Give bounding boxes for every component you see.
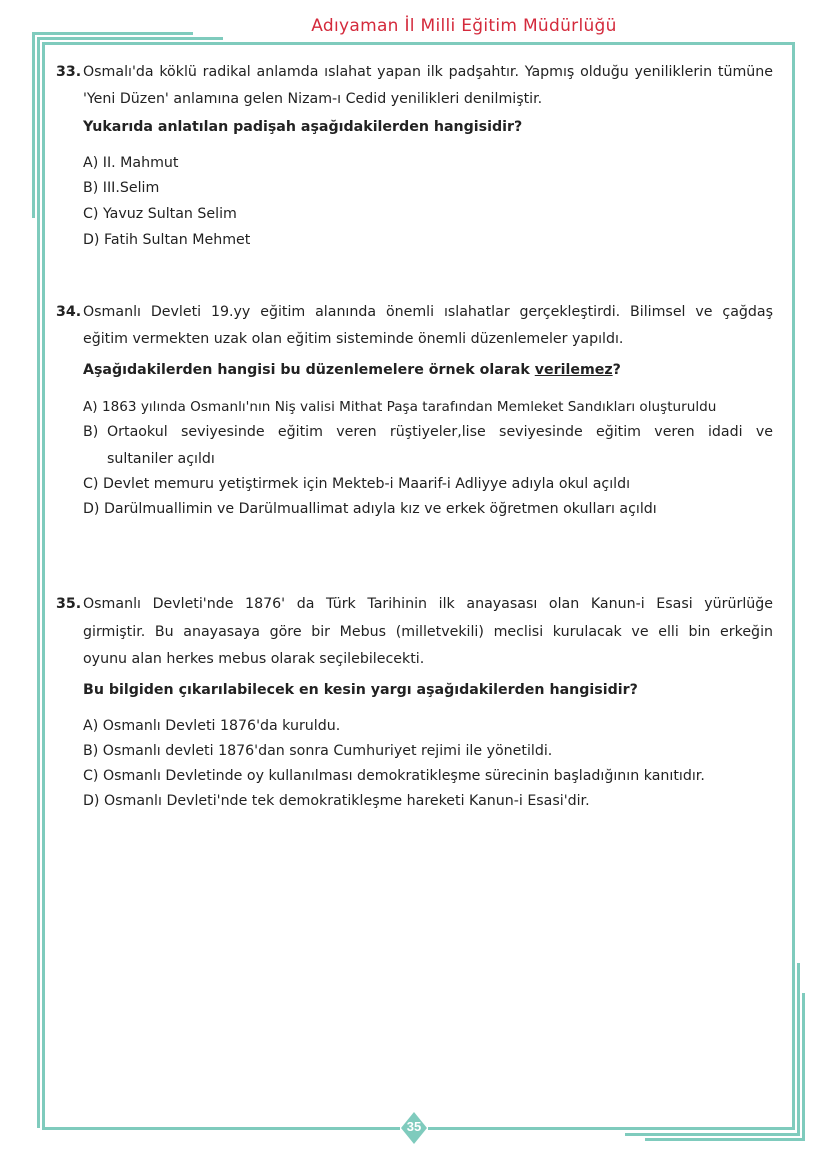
option-b[interactable] [83,741,552,761]
option-letter: D) [83,793,100,809]
option-letter: B) [83,424,99,440]
option-letter: B) [83,180,99,196]
question-text-line: eğitim vermekten uzak olan eğitim sisteminde önemli düzenlemeler yapıldı. [83,331,624,347]
frame-box-bottom-right [428,1127,795,1130]
option-text: III.Selim [102,180,160,196]
page-number: 35 [406,1119,422,1134]
question-number: 35. [56,596,82,612]
option-text: Osmanlı Devleti'nde tek demokratikleşme hareketi Kanun-i Esasi'dir. [103,793,590,809]
option-a[interactable] [83,716,340,736]
option-b[interactable] [83,422,773,442]
prompt-text: Aşağıdakilerden hangisi bu düzenlemelere örnek olarak [83,362,530,378]
frame-box-right [792,42,795,1130]
option-text: Darülmuallimin ve Darülmuallimat adıyla kız ve erkek öğretmen okulları açıldı [103,501,657,517]
prompt-end: ? [612,362,621,378]
question-text-line: Osmalı'da köklü radikal anlamda ıslahat yapan ilk padşahtır. Yapmış olduğu yeniliklerin tümüne [83,64,773,80]
frame-bottom-middle [625,1133,800,1136]
question-text-line: Osmanlı Devleti 19.yy eğitim alanında önemli ıslahatlar gerçekleştirdi. Bilimsel ve çağdaş [83,304,773,320]
option-text: Osmanlı Devletinde oy kullanılması demokratikleşme sürecinin başladığının kanıtıdır. [102,768,705,784]
option-letter: C) [83,768,99,784]
frame-box-top [42,42,795,45]
option-c[interactable] [83,766,705,786]
option-a[interactable] [83,397,716,417]
option-a[interactable] [83,153,178,173]
frame-box-bottom-left [42,1127,400,1130]
option-letter: A) [83,718,99,734]
option-letter: C) [83,476,99,492]
option-c[interactable] [83,204,237,224]
frame-top-middle [37,37,223,40]
question-text-line: Osmanlı Devleti'nde 1876' da Türk Tarihinin ilk anayasası olan Kanun-i Esasi yürürlüğe [83,596,773,612]
option-d[interactable] [83,230,250,250]
option-letter: D) [83,232,100,248]
frame-left-middle [37,37,40,1128]
option-d[interactable] [83,499,657,519]
option-letter: D) [83,501,100,517]
question-text-line: oyunu alan herkes mebus olarak seçilebilecekti. [83,651,425,667]
frame-box-left [42,42,45,1130]
question-number: 34. [56,304,82,320]
frame-right-middle [797,963,800,1135]
option-text: Yavuz Sultan Selim [102,206,237,222]
option-text: Osmanlı Devleti 1876'da kuruldu. [102,718,341,734]
prompt-emphasis: verilemez [534,362,613,378]
option-b[interactable] [83,178,159,198]
option-text: II. Mahmut [102,155,179,171]
option-letter: A) [83,399,98,415]
option-d[interactable] [83,791,590,811]
option-c[interactable] [83,474,630,494]
option-text: Fatih Sultan Mehmet [103,232,251,248]
question-prompt [83,360,621,380]
option-b-continuation: sultaniler açıldı [107,451,215,467]
page-header: Adıyaman İl Milli Eğitim Müdürlüğü [311,16,617,36]
option-letter: B) [83,743,99,759]
question-text-line: 'Yeni Düzen' anlamına gelen Nizam-ı Cedid yenilikleri denilmiştir. [83,91,543,107]
frame-bottom-outer [645,1138,805,1141]
option-letter: C) [83,206,99,222]
question-text-line: girmiştir. Bu anayasaya göre bir Mebus (milletvekili) meclisi kurulacak ve elli bin erkeğin [83,624,773,640]
question-prompt: Yukarıda anlatılan padişah aşağıdakilerden hangisidir? [83,119,523,135]
option-text: Ortaokul seviyesinde eğitim veren rüştiyeler,lise seviyesinde eğitim veren idadi ve [107,424,773,440]
question-prompt: Bu bilgiden çıkarılabilecek en kesin yargı aşağıdakilerden hangisidir? [83,682,638,698]
question-number: 33. [56,64,82,80]
option-text: Devlet memuru yetiştirmek için Mekteb-i Maarif-i Adliyye adıyla okul açıldı [102,476,631,492]
frame-right-outer [802,993,805,1141]
frame-left-outer [32,32,35,218]
option-text: 1863 yılında Osmanlı'nın Niş valisi Mithat Paşa tarafından Memleket Sandıkları oluşturuldu [101,399,717,415]
option-text: Osmanlı devleti 1876'dan sonra Cumhuriyet rejimi ile yönetildi. [102,743,553,759]
option-letter: A) [83,155,99,171]
